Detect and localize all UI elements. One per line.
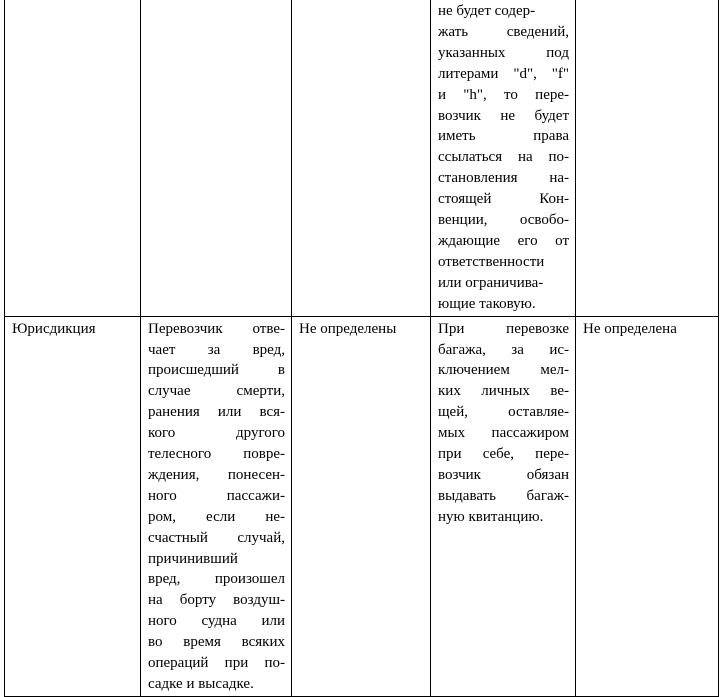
text-line: и "h", то пере-: [438, 86, 569, 103]
table-cell: [5, 316, 141, 696]
table-cell: [431, 0, 576, 316]
text-line: литерами "d", "f": [438, 65, 569, 82]
cell-text: Не определена: [583, 320, 677, 337]
comparison-table: [4, 0, 719, 697]
table-cell: [292, 0, 431, 316]
table-cell: [141, 316, 292, 696]
text-line: ранения или вся-: [148, 404, 285, 421]
text-line: жать сведений,: [438, 23, 569, 40]
text-line: возчик обязан: [438, 466, 569, 483]
text-line: на борту воздуш-: [148, 592, 285, 609]
row-heading: Юрисдикция: [12, 320, 96, 337]
text-line: ную квитанцию.: [438, 508, 544, 525]
text-line: мых пассажиром: [438, 425, 569, 442]
text-line: кого другого: [148, 425, 285, 442]
text-line: багажа, за ис-: [438, 341, 569, 358]
table-row: [5, 316, 719, 696]
table-row: [5, 0, 719, 316]
text-line: ких личных ве-: [438, 383, 569, 400]
text-line: иметь права: [438, 128, 569, 145]
text-line: ждения, понесен-: [148, 466, 285, 483]
text-line: ром, если не-: [148, 508, 285, 525]
text-line: телесного повре-: [148, 446, 285, 463]
text-line: ключением мел-: [438, 362, 569, 379]
table-cell: [576, 0, 719, 316]
text-line: ного пассажи-: [148, 487, 285, 504]
cell-text: Не определены: [299, 320, 397, 337]
text-line: случае смерти,: [148, 383, 285, 400]
text-line: вред, произошел: [148, 571, 285, 588]
cell-paragraph: [438, 1, 569, 315]
table-cell: [5, 0, 141, 316]
text-line: выдавать багаж-: [438, 487, 569, 504]
text-line: венции, освобо-: [438, 212, 569, 229]
text-line: ждающие его от: [438, 232, 569, 249]
text-line: во время всяких: [148, 634, 285, 651]
text-line: стоящей Кон-: [438, 191, 569, 208]
table-cell: [576, 316, 719, 696]
text-line: При перевозке: [438, 320, 569, 337]
text-line: возчик не будет: [438, 107, 569, 124]
table-cell: [431, 316, 576, 696]
table-cell: [141, 0, 292, 316]
text-line: становления на-: [438, 170, 569, 187]
text-line: ссылаться на по-: [438, 149, 569, 166]
text-line: чает за вред,: [148, 341, 285, 358]
text-line: или ограничива-: [438, 274, 544, 291]
cell-paragraph: [438, 319, 569, 528]
text-line: щей, оставляе-: [438, 404, 569, 421]
text-line: при себе, пере-: [438, 446, 569, 463]
text-line: операций при по-: [148, 655, 285, 672]
text-line: ного судна или: [148, 613, 285, 630]
text-line: ющие таковую.: [438, 295, 536, 312]
cell-paragraph: [148, 319, 285, 695]
text-line: происшедший в: [148, 362, 285, 379]
text-line: Перевозчик отве-: [148, 320, 285, 337]
text-line: указанных под: [438, 44, 569, 61]
text-line: причинивший: [148, 550, 238, 567]
text-line: не будет содер-: [438, 3, 536, 19]
text-line: ответственности: [438, 253, 545, 270]
text-line: садке и высадке.: [148, 676, 254, 692]
table-cell: [292, 316, 431, 696]
text-line: счастный случай,: [148, 529, 285, 546]
